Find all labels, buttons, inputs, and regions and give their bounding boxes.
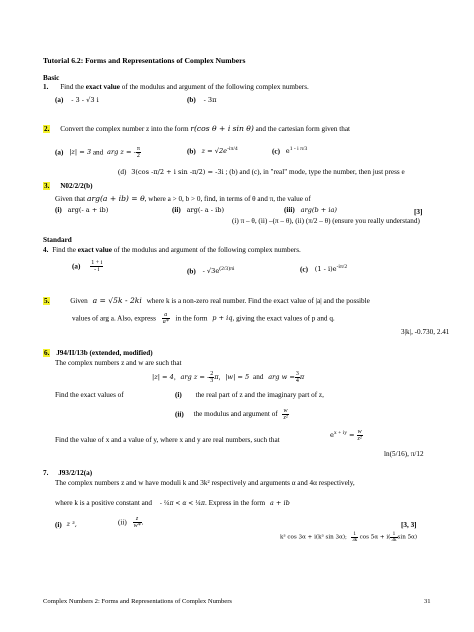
q5-line-2: values of arg a. Also, express $\frac{a}{a*}$ in the form p + iq, giving the exact values of p and q. [72, 312, 335, 326]
q6-answer: ln(5/16), π/12 [384, 450, 424, 458]
question-number: 1. [43, 83, 49, 91]
page-number: 31 [424, 598, 431, 605]
question-2: 2. Convert the complex number z into the form r(cos θ + i sin θ) and the cartesian form given that [44, 124, 351, 133]
q3-given: Given that arg(a + ib) = θ, where a > 0, b > 0, find, in terms of θ and π, the value of [55, 194, 311, 203]
q6-part-i: (i) the real part of z and the imaginary part of z, [175, 391, 324, 399]
q6-find-2: Find the value of x and a value of y, where x and y are real numbers, such that [55, 436, 280, 444]
section-heading-basic: Basic [43, 74, 60, 82]
q6-find: Find the exact values of [55, 391, 124, 399]
page-title: Tutorial 6.2: Forms and Representations of Complex Numbers [43, 56, 246, 65]
question-3: 3. N02/2/2(b) [44, 182, 93, 190]
q2-part-c: (c) $e^{1 - i \pi/3}$ [272, 146, 308, 156]
q2-part-a: (a) |z| = 3 and arg z = - $\frac{\pi}{2}$ [55, 146, 140, 160]
q3-marks: [3] [414, 208, 423, 216]
q3-part-i: (i) arg(- a + ib) [55, 206, 109, 214]
q7-marks: [3, 3] [401, 521, 417, 529]
q6-intro: The complex numbers z and w are such that [55, 359, 182, 367]
q7-part-i: (i) z ³, [55, 520, 77, 530]
q2-part-b: (b) $z = √2e^{-i\pi/4}$ [187, 146, 238, 156]
q4-part-b: $(b) - √3e^{(2/3)\pi i}$ [187, 266, 235, 276]
q7-part-ii: (ii) $\frac{z}{w*}$ . [118, 516, 144, 530]
q7-line-2: where k is a positive constant and - ¼π < α < ¼π. Express in the form a + ib [55, 499, 290, 507]
question-7: 7. J93/2/12(a) [43, 469, 93, 477]
footer-title: Complex Numbers 2: Forms and Representations of Complex Numbers [43, 598, 232, 605]
q1-part-b: (b) - 3π [187, 96, 217, 104]
q3-answer: (i) π – θ, (ii) –(π – θ), (ii) (π/2 – θ) (ensure you really understand) [232, 217, 420, 225]
question-6: 6. J94/II/13b (extended, modified) [44, 349, 153, 357]
question-number-highlight: 2. [44, 125, 50, 133]
q7-answer: k³ cos 3α + i(k³ sin 3α); $\frac{1}{3k}$ cos 5α + i( $\frac{1}{3k}$ sin 5α) [280, 531, 418, 544]
q7-intro: The complex numbers z and w have moduli k and 3k² respectively and arguments α and 4α respectively, [55, 479, 355, 487]
q6-part-ii: (ii) the modulus and argument of $\frac{w}{\text{z²}}$ [175, 408, 288, 422]
question-4: 4. Find the exact value of the modulus and argument of the following complex numbers. [43, 246, 301, 254]
q2-answer: (d) 3(cos -π/2 + i sin -π/2) = -3i ; (b) and (c), in "real" mode, type the number, then just press e [118, 168, 405, 176]
question-5: 5. Given a = √5k - 2ki where k is a non-zero real number. Find the exact value of |a| and the possible [44, 296, 370, 305]
question-1: 1. Find the exact value of the modulus and argument of the following complex numbers. [43, 83, 309, 91]
section-heading-standard: Standard [43, 236, 72, 244]
q4-part-c: (c) $(1 - i)e^{-i\pi/2}$ [300, 264, 348, 274]
q1-part-a: (a) - 3 - √3 i [55, 96, 99, 104]
q3-part-iii: (iii) arg(b + ia) [284, 206, 338, 214]
q6-equation: $e^{x + iy}$ = $\frac{w}{\text{z²}}$ [330, 429, 362, 443]
q6-conditions: |z| = 4, arg z = - $\frac{2}{3}$ π, |w| = 5 and arg w = $\frac{3}{4}$ π [152, 371, 305, 385]
q3-part-ii: (ii) arg(- a - ib) [172, 206, 225, 214]
q4-part-a: (a) $\frac{1 + i}{- i}$ [72, 260, 103, 274]
q5-answer: 3|k|, -0.730, 2.41 [401, 328, 450, 336]
